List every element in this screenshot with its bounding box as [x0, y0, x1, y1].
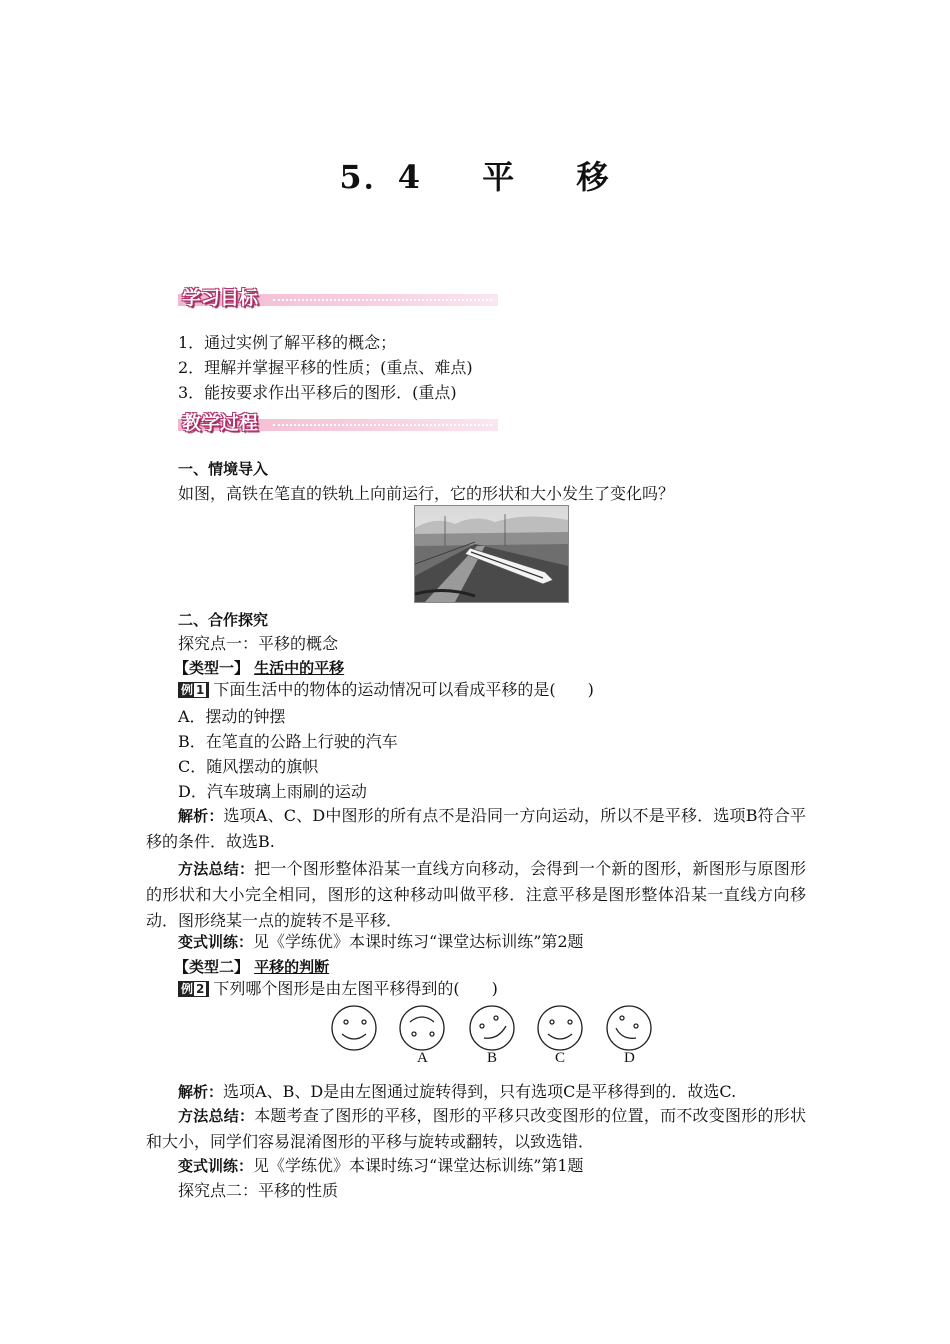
- option-d-label: D: [624, 1050, 635, 1066]
- section-1-heading: 一、情境导入: [178, 460, 269, 478]
- example-1-practice: 变式训练：见《学练优》本课时练习“课堂达标训练”第2题: [178, 932, 584, 951]
- title-char-2: 移: [576, 158, 611, 196]
- page-title: [0, 152, 950, 198]
- example-1-question: 例 1 下面生活中的物体的运动情况可以看成平移的是( ): [178, 678, 594, 702]
- example-1-analysis: 解析：选项A、C、D中图形的所有点不是沿同一方向运动，所以不是平移．选项B符合平移的条件．故选B.: [146, 806, 806, 851]
- type-2-title: 平移的判断: [254, 958, 330, 976]
- option-b-face: [470, 1006, 514, 1050]
- example-1-option-b: B．在笔直的公路上行驶的汽车: [178, 732, 398, 751]
- example-1-badge: 例 1: [178, 682, 209, 698]
- example-2-badge: 例 2: [178, 981, 209, 997]
- example-1-option-d: D．汽车玻璃上雨刷的运动: [178, 782, 367, 801]
- learning-goals-banner: [178, 283, 498, 309]
- high-speed-train-photo: [414, 505, 569, 603]
- goal-item-1: 1．通过实例了解平移的概念；: [178, 333, 397, 352]
- example-1-option-c: C．随风摆动的旗帜: [178, 757, 319, 776]
- section-1-text: 如图，高铁在笔直的铁轨上向前运行，它的形状和大小发生了变化吗？: [178, 484, 675, 503]
- option-a-label: A: [417, 1050, 428, 1066]
- example-2-method-summary: 方法总结：本题考查了图形的平移，图形的平移只改变图形的位置，而不改变图形的形状和大小，同学们容易混淆图形的平移与旋转或翻转，以致选错．: [146, 1106, 806, 1151]
- type-1-title: 生活中的平移: [254, 659, 345, 677]
- type-1-heading: [174, 656, 344, 680]
- option-c-face: [538, 1006, 582, 1050]
- goal-item-3: 3．能按要求作出平移后的图形．(重点): [178, 383, 457, 402]
- option-b-label: B: [487, 1050, 498, 1066]
- learning-goals-label: 学习目标: [182, 287, 259, 309]
- title-number: 5．4: [339, 158, 422, 196]
- example-1-option-a: A．摆动的钟摆: [178, 707, 286, 726]
- original-face: [332, 1006, 376, 1050]
- teaching-process-banner: [178, 408, 498, 434]
- option-d-face: [607, 1006, 651, 1050]
- option-a-face: [400, 1006, 444, 1050]
- option-c-label: C: [555, 1050, 566, 1066]
- example-2-practice: 变式训练：见《学练优》本课时练习“课堂达标训练”第1题: [178, 1156, 584, 1175]
- example-2-analysis: 解析：选项A、B、D是由左图通过旋转得到，只有选项C是平移得到的．故选C.: [178, 1082, 737, 1101]
- teaching-process-label: 教学过程: [182, 412, 259, 434]
- goal-item-2: 2．理解并掌握平移的性质；(重点、难点): [178, 358, 473, 377]
- section-2-heading: 二、合作探究: [178, 611, 269, 629]
- type-2-tag: 【类型二】: [174, 958, 250, 976]
- example-2-question: 例 2 下列哪个图形是由左图平移得到的( ): [178, 977, 498, 1001]
- explore-point-1: 探究点一：平移的概念: [178, 634, 339, 653]
- type-2-heading: [174, 955, 329, 979]
- title-char-1: 平: [482, 158, 517, 196]
- example-1-method-summary: 方法总结：把一个图形整体沿某一直线方向移动，会得到一个新的图形，新图形与原图形的形状和大小完全相同，图形的这种移动叫做平移．注意平移是图形整体沿某一直线方向移动．图形绕某一点的旋转不是平移．: [146, 859, 806, 930]
- type-1-tag: 【类型一】: [174, 659, 250, 677]
- explore-point-2: 探究点二：平移的性质: [178, 1181, 339, 1200]
